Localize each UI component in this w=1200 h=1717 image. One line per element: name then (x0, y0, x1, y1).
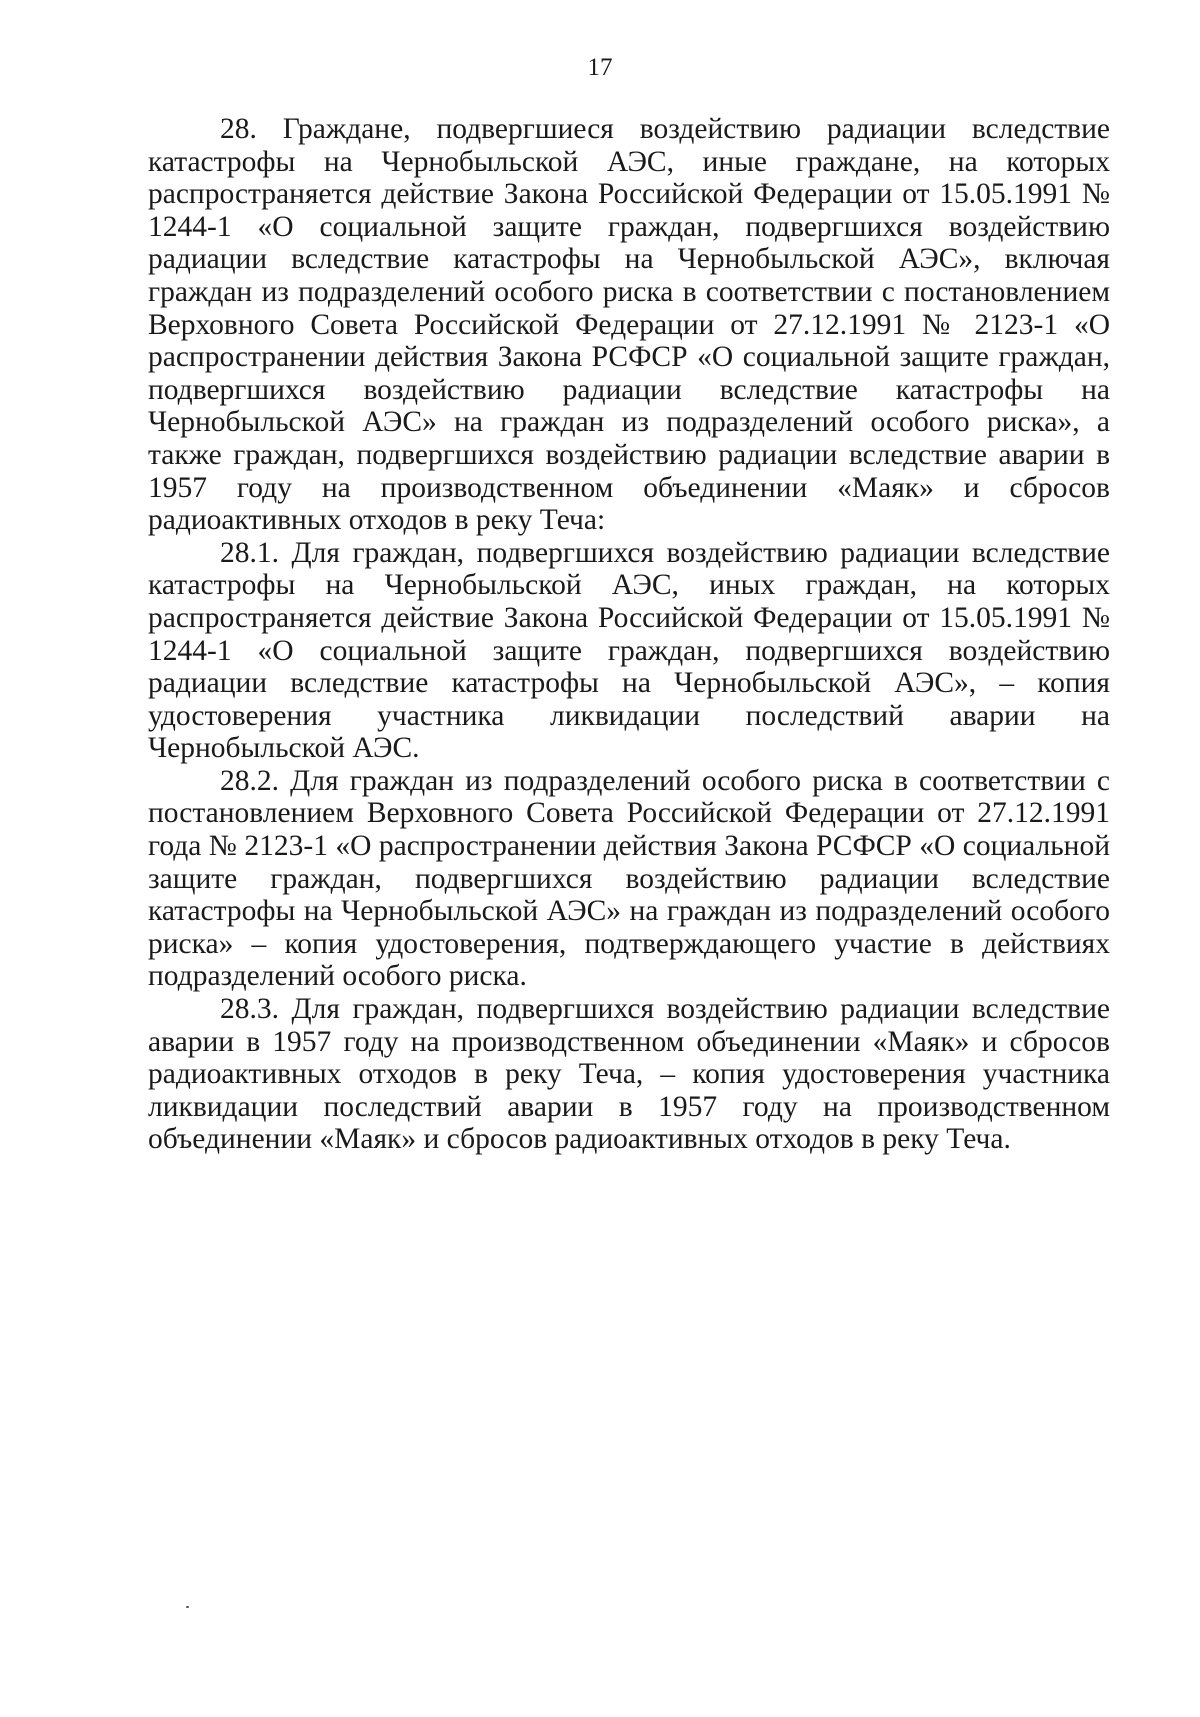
scan-speck (186, 1606, 189, 1608)
paragraph-28: 28. Граждане, подвергшиеся воздействию радиации вследствие катастрофы на Чернобыльской АЭС, иные граждане, на которых распространяется действие Закона Российской Федерации от 15.05.1991 № 1244-1 «О социальной защите граждан, подвергшихся воздействию радиации вследствие катастрофы на Чернобыльской АЭС», включая граждан из подразделений особого риска в соответствии с постановлением Верховного Совета Российской Федерации от 27.12.1991 № 2123-1 «О распространении действия Закона РСФСР «О социальной защите граждан, подвергшихся воздействию радиации вследствие катастрофы на Чернобыльской АЭС» на граждан из подразделений особого риска», а также граждан, подвергшихся воздействию радиации вследствие аварии в 1957 году на производственном объединении «Маяк» и сбросов радиоактивных отходов в реку Теча: (148, 113, 1110, 537)
paragraph-28-1: 28.1. Для граждан, подвергшихся воздействию радиации вследствие катастрофы на Чернобыльской АЭС, иных граждан, на которых распространяется действие Закона Российской Федерации от 15.05.1991 № 1244-1 «О социальной защите граждан, подвергшихся воздействию радиации вследствие катастрофы на Чернобыльской АЭС», – копия удостоверения участника ликвидации последствий аварии на Чернобыльской АЭС. (148, 536, 1110, 765)
paragraph-28-3: 28.3. Для граждан, подвергшихся воздействию радиации вследствие аварии в 1957 году на производственном объединении «Маяк» и сбросов радиоактивных отходов в реку Теча, – копия удостоверения участника ликвидации последствий аварии в 1957 году на производственном объединении «Маяк» и сбросов радиоактивных отходов в реку Теча. (148, 993, 1110, 1156)
page-number: 17 (587, 54, 613, 81)
paragraph-28-2: 28.2. Для граждан из подразделений особого риска в соответствии с постановлением Верховного Совета Российской Федерации от 27.12.1991 года № 2123-1 «О распространении действия Закона РСФСР «О социальной защите граждан, подвергшихся воздействию радиации вследствие катастрофы на Чернобыльской АЭС» на граждан из подразделений особого риска» – копия удостоверения, подтверждающего участие в действиях подразделений особого риска. (148, 764, 1110, 993)
document-body (148, 113, 1110, 1156)
